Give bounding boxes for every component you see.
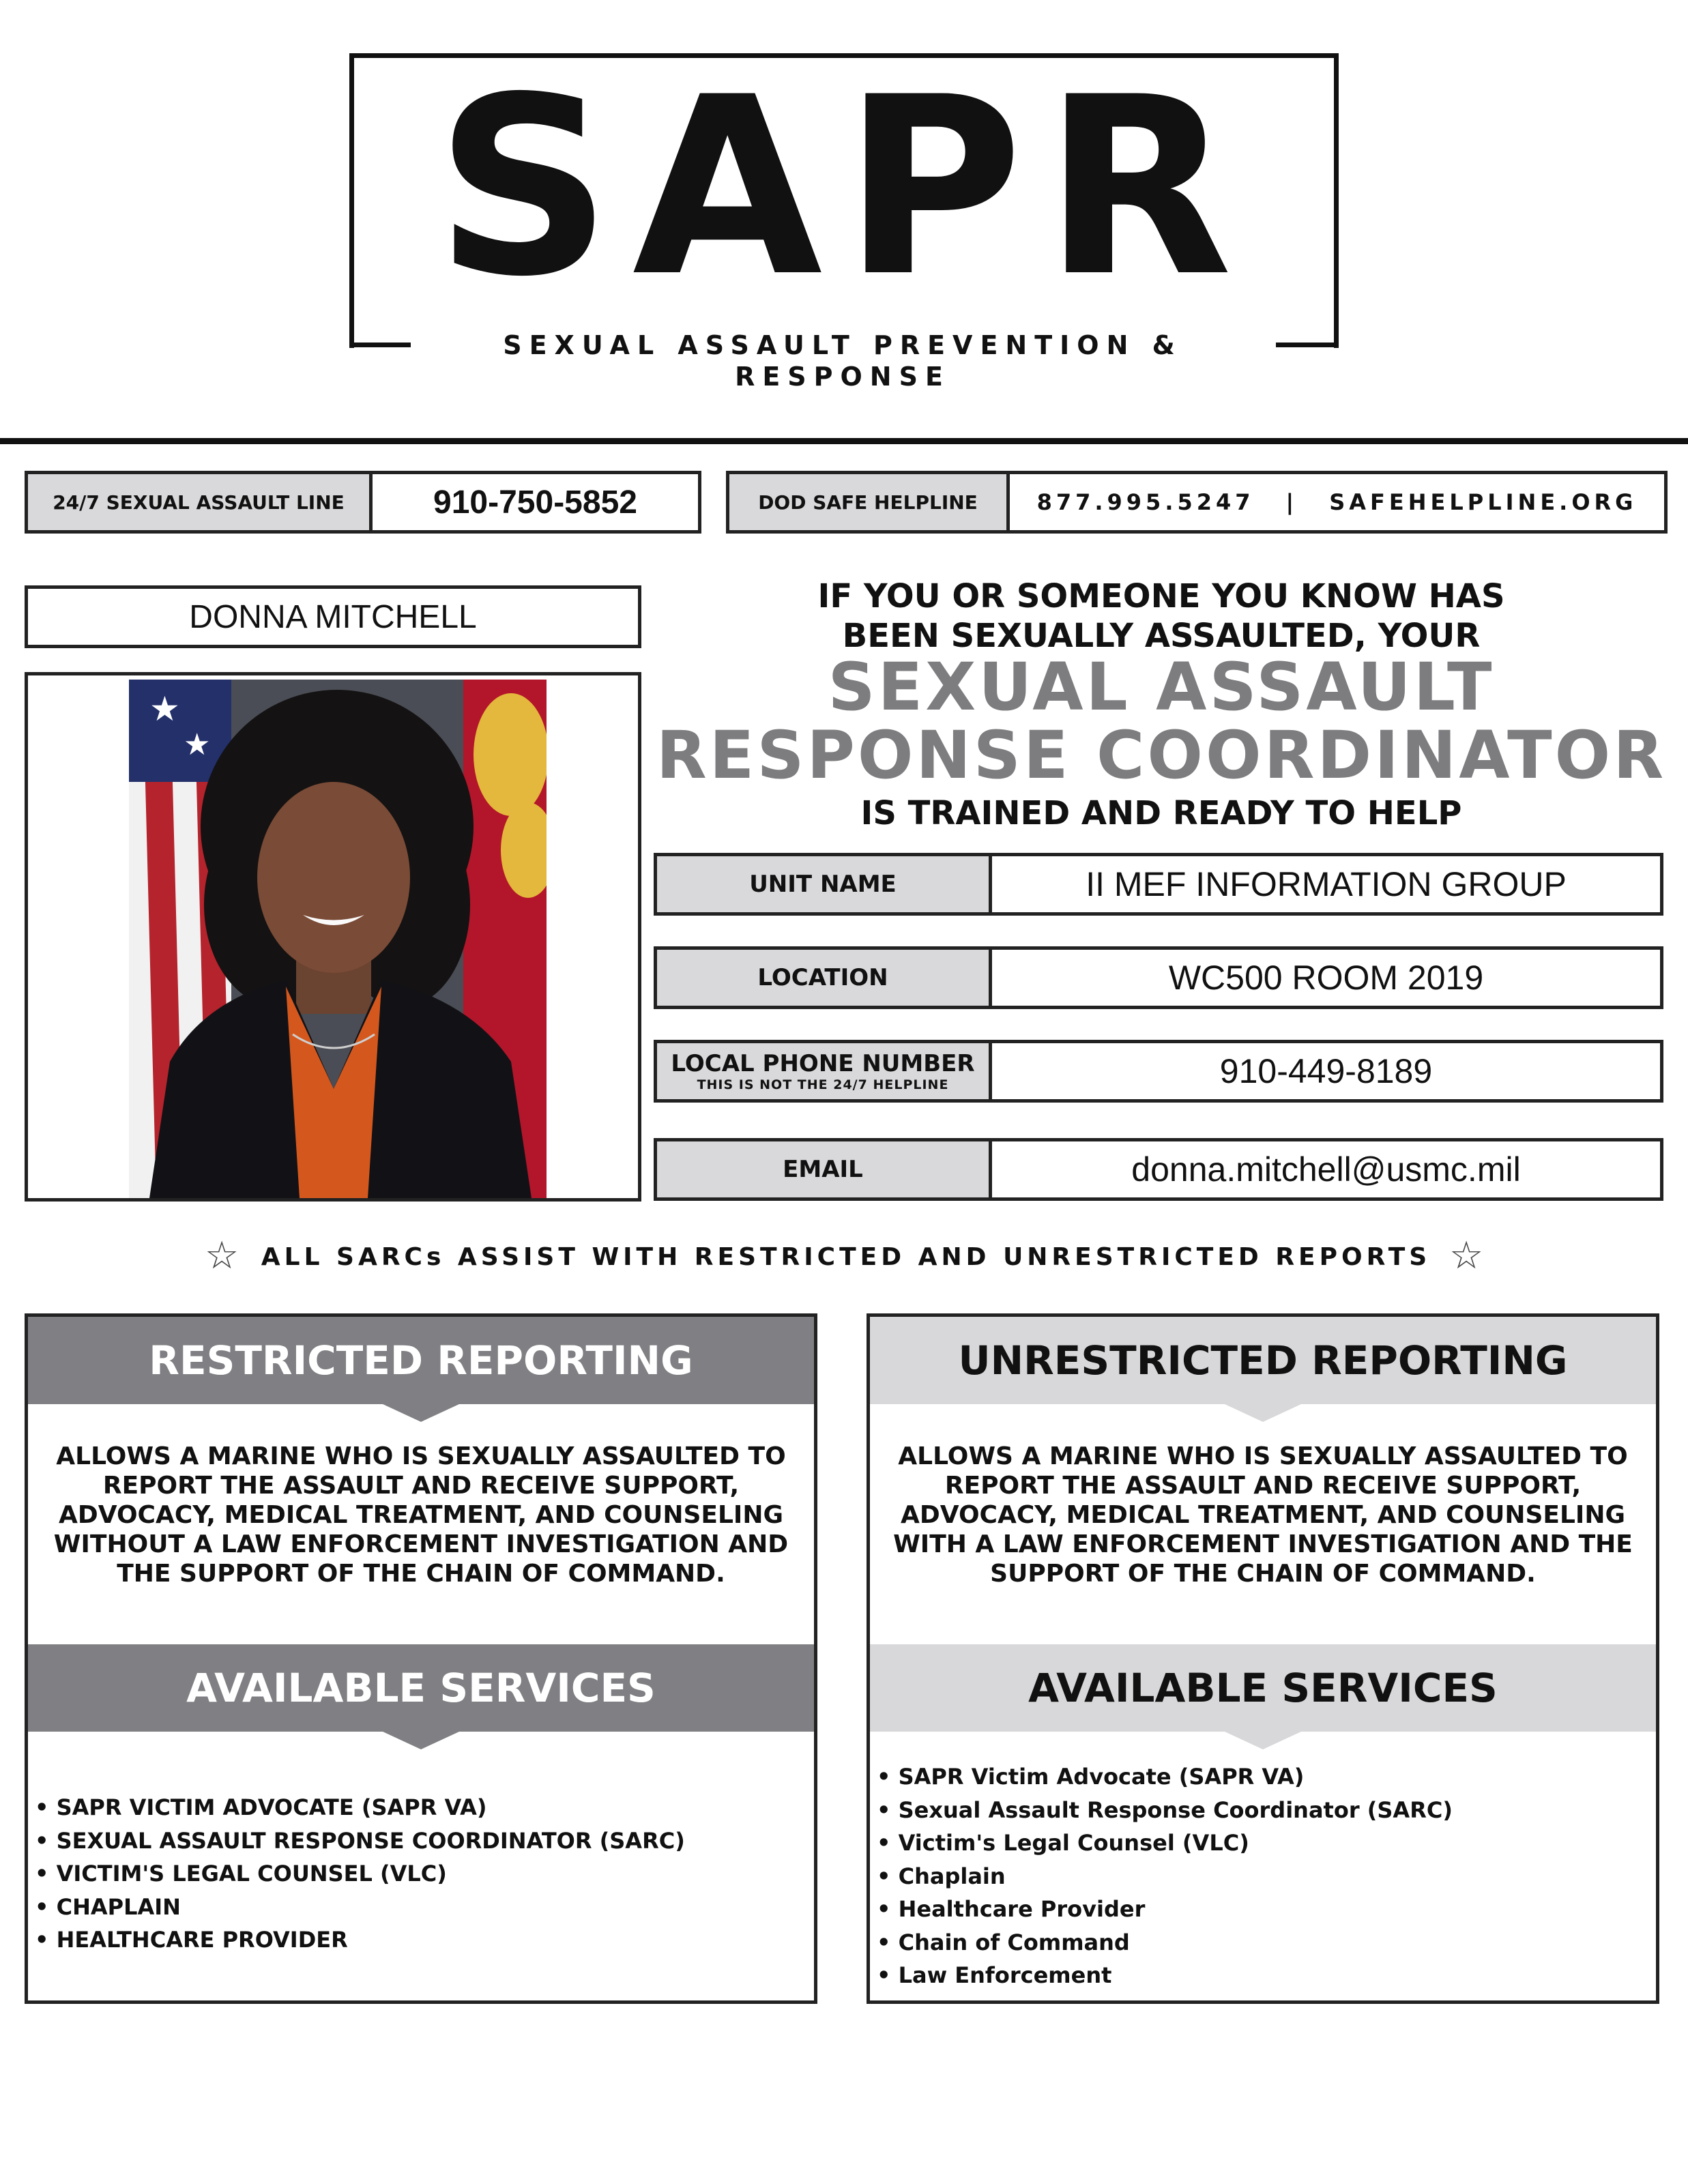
svg-text:★: ★: [184, 727, 211, 762]
list-item: • SAPR Victim Advocate (SAPR VA): [877, 1764, 1305, 1790]
list-item: • Law Enforcement: [877, 1962, 1112, 1988]
headline-title-line-1: SEXUAL ASSAULT: [828, 649, 1495, 725]
header-divider: [0, 438, 1688, 444]
location-label: LOCATION: [657, 950, 992, 1006]
logo-rule-right: [1276, 343, 1339, 347]
headline-intro: [655, 577, 1668, 656]
restricted-reporting-title: RESTRICTED REPORTING: [28, 1317, 814, 1404]
sexual-assault-line-number: 910-750-5852: [433, 484, 637, 521]
dod-helpline-site: SAFEHELPLINE.ORG: [1329, 489, 1638, 515]
unrestricted-reporting-panel: [867, 1313, 1659, 2004]
local-phone-value: 910-449-8189: [1219, 1052, 1433, 1090]
local-phone-label: LOCAL PHONE NUMBER: [671, 1050, 975, 1077]
email-row: [654, 1138, 1663, 1201]
restricted-services-list: [35, 1791, 685, 1957]
unrestricted-reporting-title: UNRESTRICTED REPORTING: [870, 1317, 1656, 1404]
star-icon-right: ☆: [1449, 1234, 1484, 1278]
unrestricted-reporting-description: ALLOWS A MARINE WHO IS SEXUALLY ASSAULTED TO REPORT THE ASSAULT AND RECEIVE SUPPORT, ADVOCACY, MEDICAL TREATMENT, AND COUNSELING WITH A LAW ENFORCEMENT INVESTIGATION AND THE SUPPORT OF THE CHAIN OF COMMAND.: [893, 1442, 1633, 1588]
restricted-reporting-description: ALLOWS A MARINE WHO IS SEXUALLY ASSAULTED TO REPORT THE ASSAULT AND RECEIVE SUPPORT, ADVOCACY, MEDICAL TREATMENT, AND COUNSELING WITHOUT A LAW ENFORCEMENT INVESTIGATION AND THE SUPPORT OF THE CHAIN OF COMMAND.: [53, 1442, 789, 1588]
local-phone-label-cell: [657, 1043, 992, 1099]
headline-line-2: BEEN SEXUALLY ASSAULTED, YOUR: [842, 617, 1481, 655]
restricted-services-title: AVAILABLE SERVICES: [28, 1644, 814, 1732]
star-icon-left: ☆: [205, 1234, 239, 1278]
unrestricted-services-title: AVAILABLE SERVICES: [870, 1644, 1656, 1732]
svg-text:★: ★: [149, 689, 180, 729]
dod-helpline-separator: |: [1285, 489, 1298, 515]
list-item: • Healthcare Provider: [877, 1896, 1146, 1922]
list-item: • CHAPLAIN: [35, 1893, 181, 1920]
dod-helpline-number: 877.995.5247: [1036, 489, 1255, 515]
headline-title-line-2: RESPONSE COORDINATOR: [656, 717, 1667, 793]
headline-line-1: IF YOU OR SOMEONE YOU KNOW HAS: [817, 577, 1505, 615]
unit-name-value: II MEF INFORMATION GROUP: [1086, 865, 1567, 903]
headline-outro: IS TRAINED AND READY TO HELP: [860, 794, 1462, 832]
coordinator-photo-frame: [25, 672, 641, 1202]
list-item: • Sexual Assault Response Coordinator (SARC): [877, 1796, 1453, 1823]
dod-safe-helpline-bar: [726, 471, 1668, 534]
unit-name-label: UNIT NAME: [657, 856, 992, 912]
list-item: • Chaplain: [877, 1863, 1006, 1889]
coordinator-name: DONNA MITCHELL: [25, 585, 641, 648]
list-item: • Chain of Command: [877, 1929, 1130, 1955]
dod-safe-helpline-label: DOD SAFE HELPLINE: [729, 474, 1010, 530]
location-value: WC500 ROOM 2019: [1168, 959, 1484, 997]
dod-safe-helpline-contact: [1010, 474, 1664, 530]
headline-title: [655, 649, 1668, 793]
sexual-assault-line-bar: [25, 471, 701, 534]
coordinator-photo: [129, 680, 547, 1198]
local-phone-row: [654, 1040, 1663, 1103]
list-item: • SEXUAL ASSAULT RESPONSE COORDINATOR (SARC): [35, 1827, 685, 1854]
sexual-assault-line-label: 24/7 SEXUAL ASSAULT LINE: [28, 474, 373, 530]
unrestricted-services-list: [877, 1760, 1453, 1992]
restricted-reporting-panel: [25, 1313, 817, 2004]
location-row: [654, 946, 1663, 1009]
local-phone-sublabel: THIS IS NOT THE 24/7 HELPLINE: [697, 1077, 949, 1092]
logo-rule-left: [349, 343, 411, 347]
list-item: • SAPR VICTIM ADVOCATE (SAPR VA): [35, 1794, 487, 1820]
sarc-reports-note: ALL SARCs ASSIST WITH RESTRICTED AND UNRESTRICTED REPORTS: [261, 1243, 1431, 1271]
email-value: donna.mitchell@usmc.mil: [1131, 1150, 1521, 1189]
email-label: EMAIL: [657, 1141, 992, 1197]
list-item: • Victim's Legal Counsel (VLC): [877, 1830, 1249, 1856]
list-item: • HEALTHCARE PROVIDER: [35, 1927, 348, 1953]
unit-name-row: [654, 853, 1663, 916]
sapr-logo-word: SAPR: [435, 44, 1253, 330]
sapr-logo-tagline: SEXUAL ASSAULT PREVENTION & RESPONSE: [503, 330, 1182, 392]
list-item: • VICTIM'S LEGAL COUNSEL (VLC): [35, 1861, 447, 1887]
